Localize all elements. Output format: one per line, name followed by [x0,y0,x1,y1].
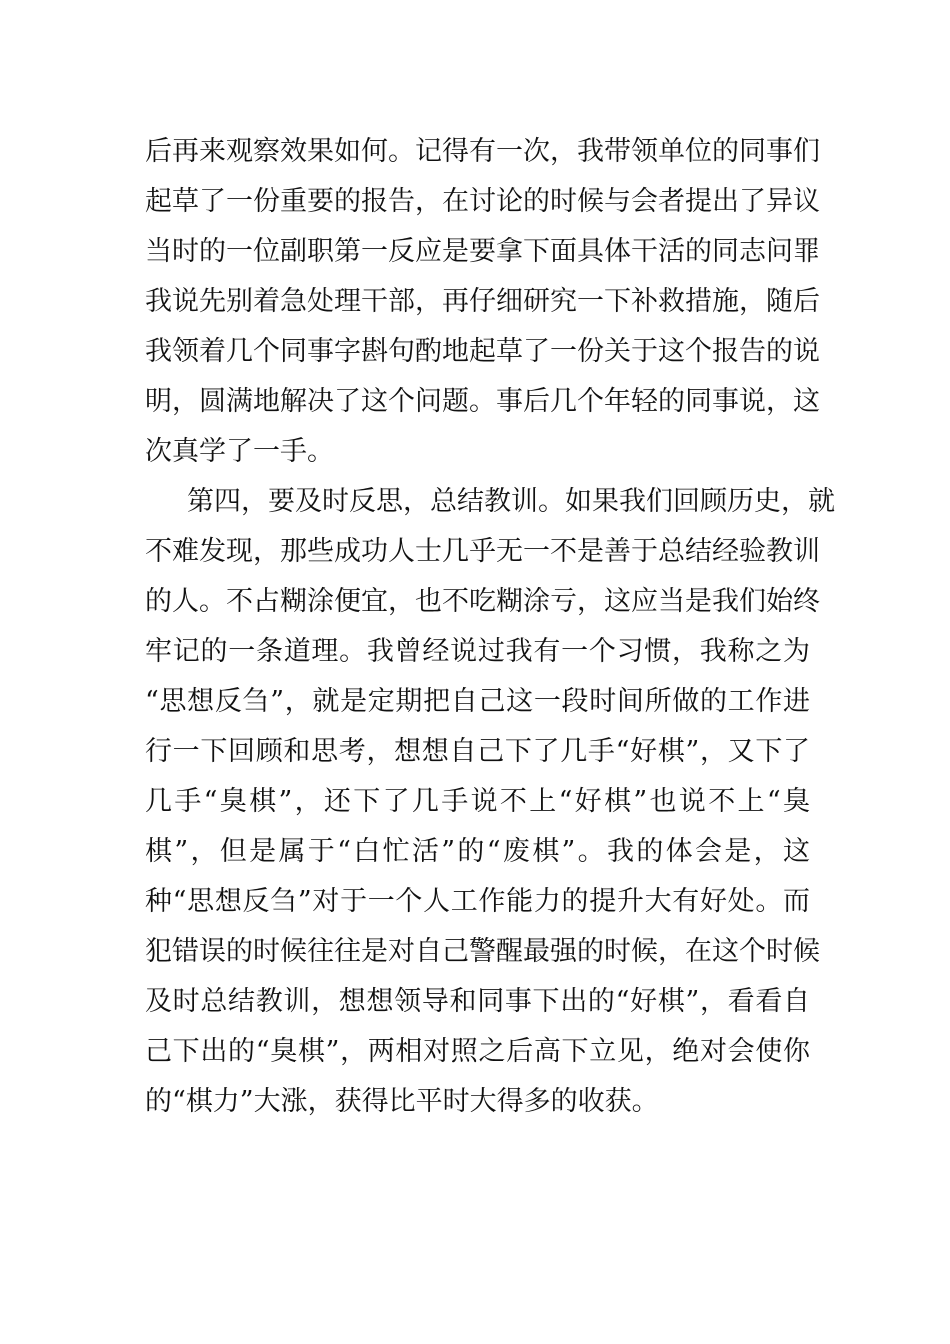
document-body [145,127,835,1127]
text-line: 起草了一份重要的报告，在讨论的时候与会者提出了异议 [145,186,820,217]
text-line: 明，圆满地解决了这个问题。事后几个年轻的同事说，这 [145,386,820,417]
text-line: 种“思想反刍”对于一个人工作能力的提升大有好处。而 [145,886,810,917]
text-line: 的“棋力”大涨，获得比平时大得多的收获。 [145,1086,659,1117]
text-line: 我说先别着急处理干部，再仔细研究一下补救措施，随后 [145,286,820,317]
text-line: 不难发现，那些成功人士几乎无一不是善于总结经验教训 [145,536,820,567]
text-line: 我领着几个同事字斟句酌地起草了一份关于这个报告的说 [145,336,820,367]
paragraph-1 [145,127,820,477]
text-line: 后再来观察效果如何。记得有一次，我带领单位的同事们 [145,136,820,167]
text-line: 己下出的“臭棋”，两相对照之后高下立见，绝对会使你 [145,1036,810,1067]
text-line: 棋”，但是属于“白忙活”的“废棋”。我的体会是，这 [145,836,810,867]
text-line: 次真学了一手。 [145,436,334,467]
text-line: 犯错误的时候往往是对自己警醒最强的时候，在这个时候 [145,936,820,967]
text-line: 行一下回顾和思考，想想自己下了几手“好棋”，又下了 [145,736,810,767]
text-line: 第四，要及时反思，总结教训。如果我们回顾历史，就 [187,486,835,517]
text-line: “思想反刍”，就是定期把自己这一段时间所做的工作进 [145,686,810,717]
text-line: 牢记的一条道理。我曾经说过我有一个习惯，我称之为 [145,636,810,667]
text-line: 几手“臭棋”，还下了几手说不上“好棋”也说不上“臭 [145,786,810,817]
paragraph-2 [145,477,835,1127]
text-line: 及时总结教训，想想领导和同事下出的“好棋”，看看自 [145,986,810,1017]
text-line: 的人。不占糊涂便宜，也不吃糊涂亏，这应当是我们始终 [145,586,820,617]
text-line: 当时的一位副职第一反应是要拿下面具体干活的同志问罪 [145,236,820,267]
